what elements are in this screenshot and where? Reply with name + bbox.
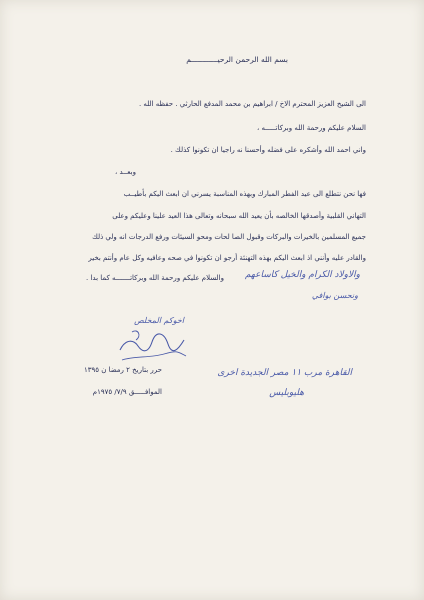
address-line-1: القاهرة مرب ١١ مصر الجديدة اخرى [217,368,352,378]
date-gregorian: الموافـــــق ٧/٩/ ١٩٧٥م [92,388,162,396]
address-line-2: هليوبليس [269,388,304,398]
body-line-2: التهاني القلبية وأصدقها الخالصه بأن يعيد الله سبحانه وتعالى هذا العيد علينا وعليكم وعلى [112,212,366,220]
sender-name: اخوكم المخلص [134,316,184,325]
body-line-4: والقادر عليه وأنني اذ ابعث اليكم بهذه التهنئة أرجو ان تكونوا في صحه وعافيه وكل عام وأنتم بخير [88,254,366,262]
praise-line: واني احمد الله وأشكره على فضله وأحسنا نه راجيا ان تكونوا كذلك . [170,146,366,154]
salutation-line: السلام عليكم ورحمة الله وبركاتـــــه ، [257,124,366,132]
handwritten-note-1: والاولاد الكرام والخيل كاساعهم [244,270,360,280]
handwritten-note-2: ونحسن بوافي [311,291,358,300]
body-line-3: جميع المسلمين بالخيرات والبركات وقبول الصا لحات ومحو السيئات ورفع الدرجات انه ولي ذلك [92,233,366,241]
closing-line: والسلام عليكم ورحمة الله وبركاتـــــــه كما بدا . [86,274,224,282]
signature-mark [112,310,192,370]
body-line-1: فها نحن نتطلع الى عيد الفطر المبارك وبهذه المناسبة يسرني ان ابعث اليكم بأطيــب [123,190,366,198]
recipient-line: الى الشيخ العزيز المحترم الاخ / ابراهيم بن محمد المدفع الحارثي . حفظه الله . [138,100,366,108]
basmala-heading: بسم الله الرحمن الرحيــــــــــــم [186,55,288,64]
date-hijri: حرر بتاريخ ٢ رمضا ن ١٣٩٥ [83,366,162,374]
transition-line: وبعــد ، [115,168,136,176]
